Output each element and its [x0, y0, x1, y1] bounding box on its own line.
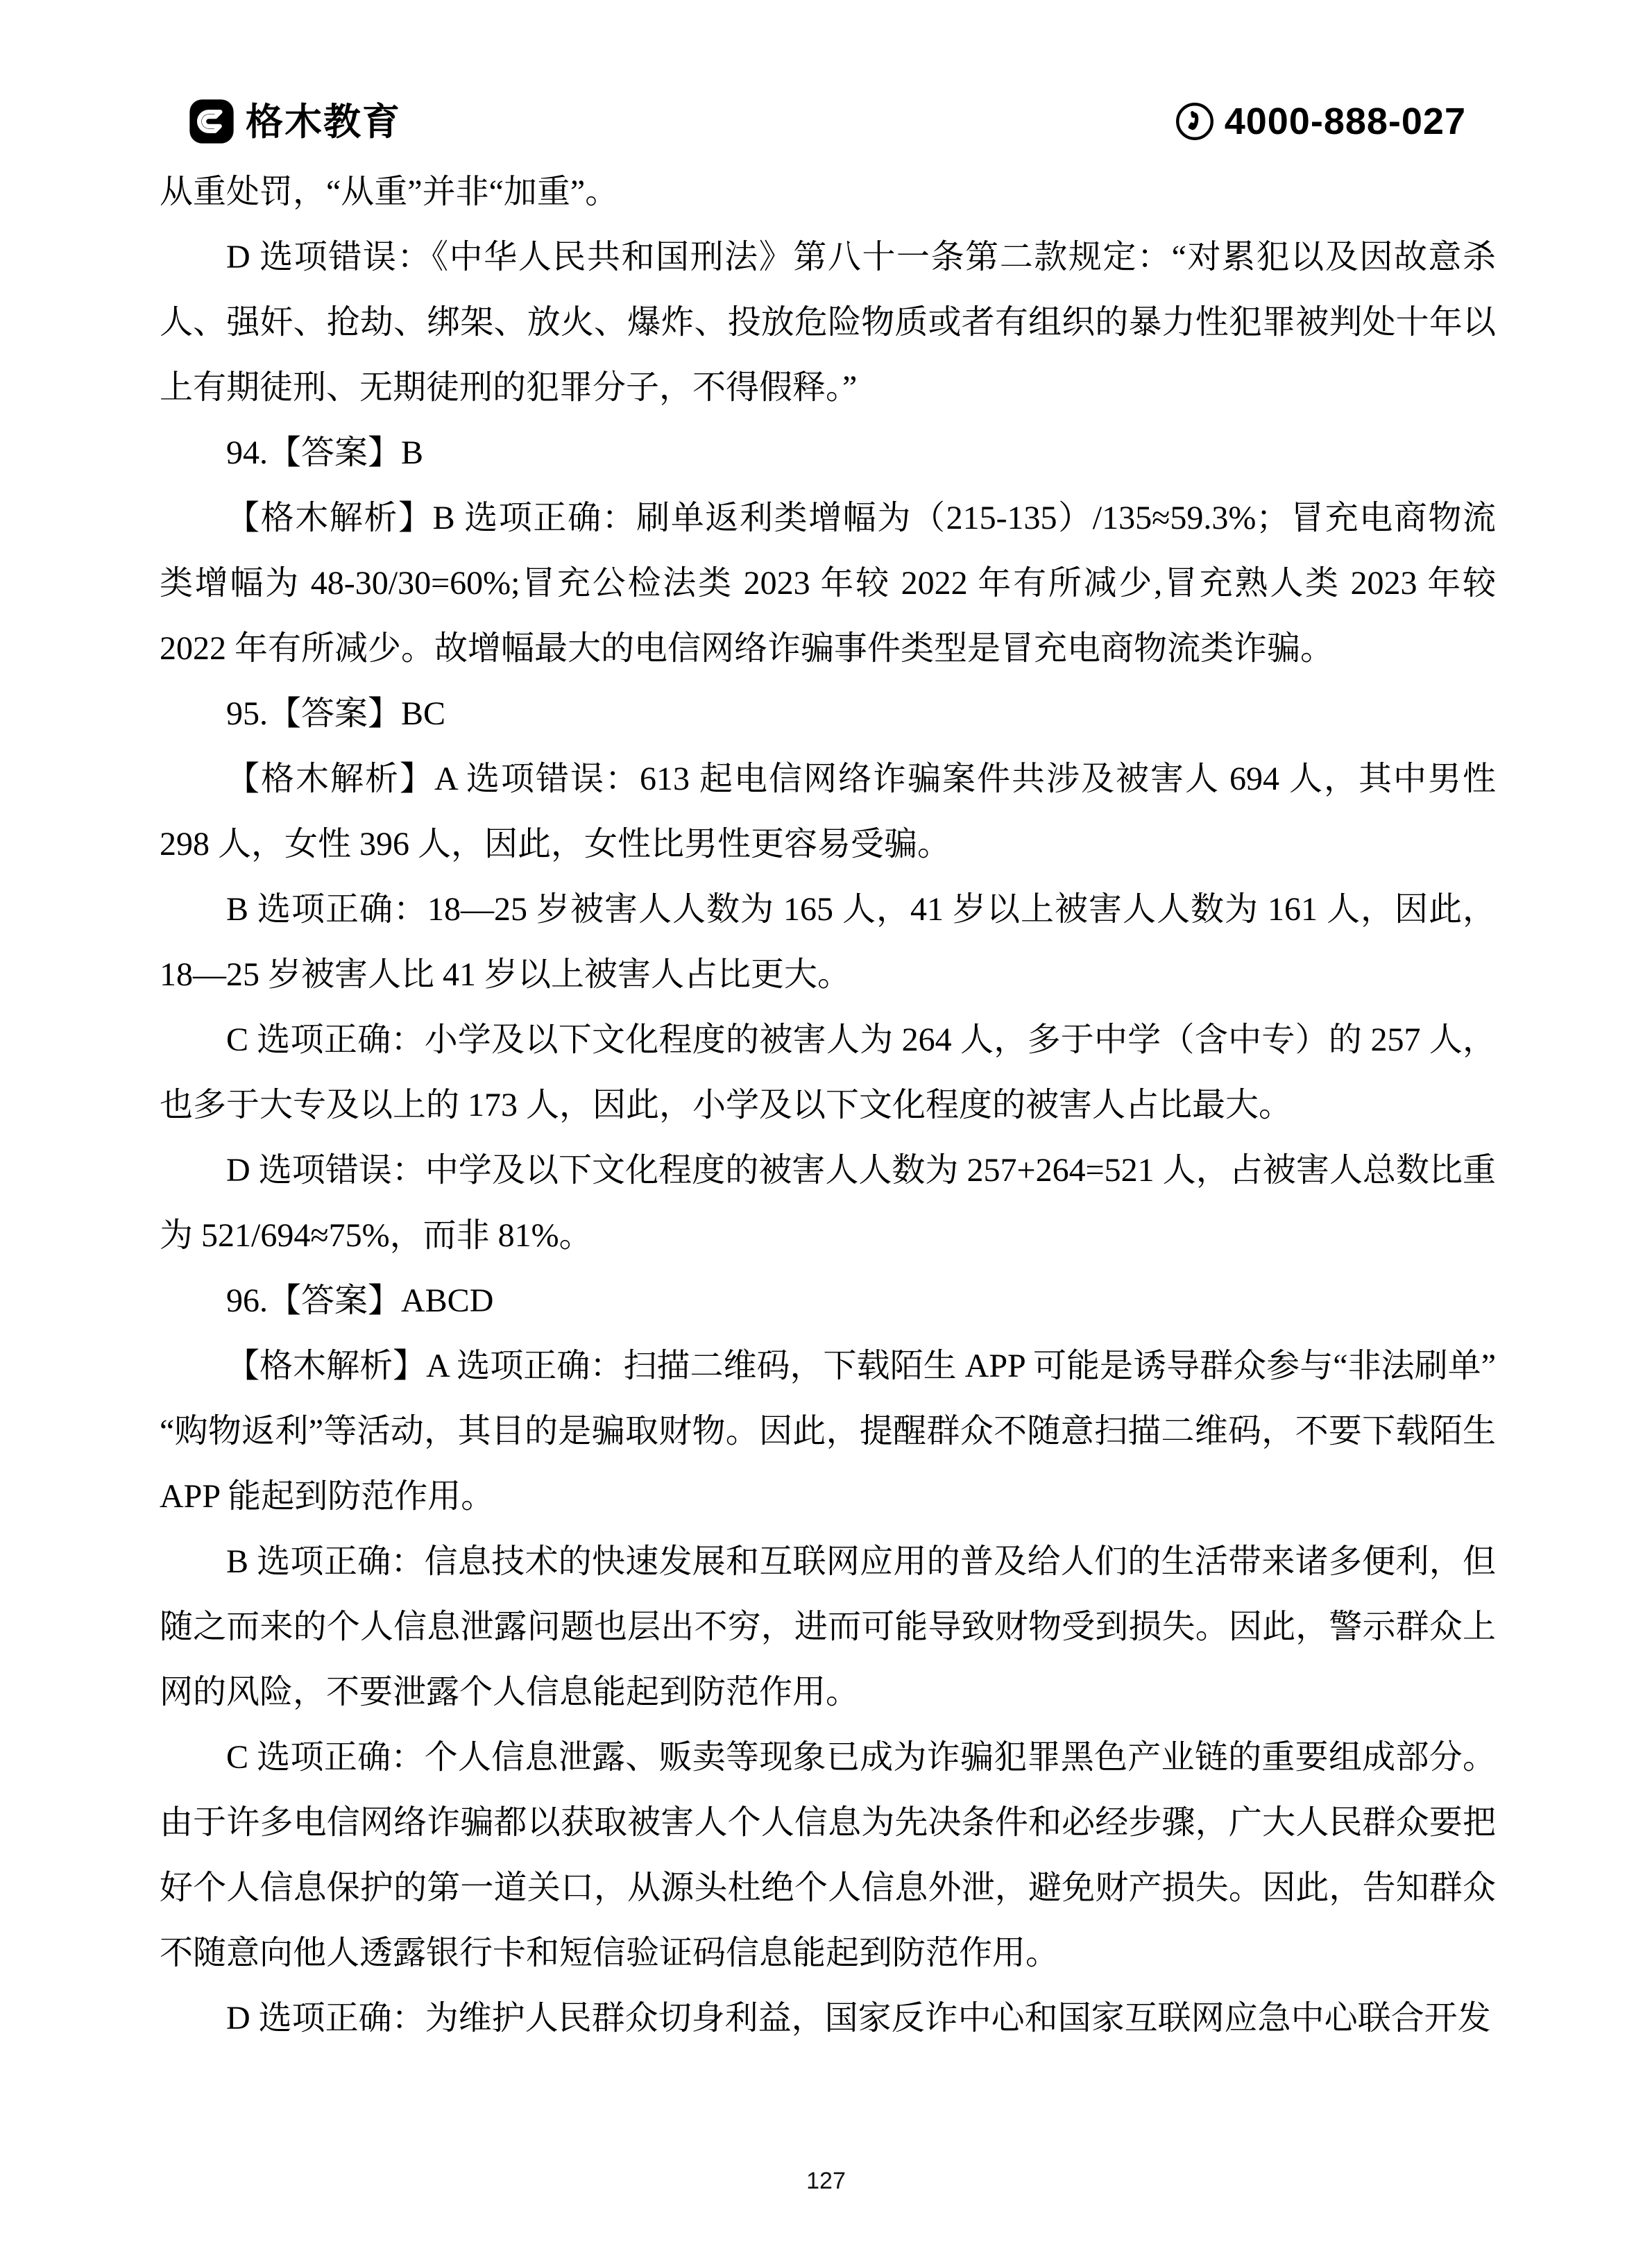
body-paragraph: 【格木解析】A 选项正确：扫描二维码，下载陌生 APP 可能是诱导群众参与“非法刷单”“购物返利”等活动，其目的是骗取财物。因此，提醒群众不随意扫描二维码，不要下载陌生 APP 能起到防范作用。	[160, 1348, 1496, 1515]
body-paragraph: 【格木解析】A 选项错误：613 起电信网络诈骗案件共涉及被害人 694 人，其中男性 298 人，女性 396 人，因此，女性比男性更容易受骗。	[160, 761, 1496, 863]
phone-in-circle-icon	[1175, 101, 1215, 142]
body-paragraph: D 选项正确：为维护人民群众切身利益，国家反诈中心和国家互联网应急中心联合开发	[226, 2000, 1491, 2037]
phone-number: 4000-888-027	[1224, 101, 1466, 142]
body-paragraph: D 选项错误：中学及以下文化程度的被害人人数为 257+264=521 人，占被害人总数比重为 521/694≈75%，而非 81%。	[160, 1152, 1496, 1254]
answer-line: 96.【答案】ABCD	[226, 1282, 494, 1319]
body-paragraph: C 选项正确：个人信息泄露、贩卖等现象已成为诈骗犯罪黑色产业链的重要组成部分。由于许多电信网络诈骗都以获取被害人个人信息为先决条件和必经步骤，广大人民群众要把好个人信息保护的第一道关口，从源头杜绝个人信息外泄，避免财产损失。因此，告知群众不随意向他人透露银行卡和短信验证码信息能起到防范作用。	[160, 1739, 1496, 1971]
page-header	[189, 97, 1466, 146]
document-body	[160, 160, 1496, 2051]
contact-phone	[1175, 101, 1466, 142]
body-paragraph: C 选项正确：小学及以下文化程度的被害人为 264 人，多于中学（含中专）的 257 人，也多于大专及以上的 173 人，因此，小学及以下文化程度的被害人占比最大。	[160, 1021, 1496, 1123]
brand-name: 格木教育	[246, 101, 401, 143]
page-footer	[0, 2169, 1652, 2193]
body-paragraph: 【格木解析】B 选项正确：刷单返利类增幅为（215-135）/135≈59.3%；冒充电商物流类增幅为 48-30/30=60%;冒充公检法类 2023 年较 2022 年有所减少,冒充熟人类 2023 年较 2022 年有所减少。故增幅最大的电信网络诈骗事件类型是冒充电商物流类诈骗。	[160, 500, 1496, 667]
answer-line: 94.【答案】B	[226, 434, 424, 471]
body-paragraph: B 选项正确：18—25 岁被害人人数为 165 人，41 岁以上被害人人数为 161 人，因此，18—25 岁被害人比 41 岁以上被害人占比更大。	[160, 891, 1496, 993]
body-paragraph: D 选项错误：《中华人民共和国刑法》第八十一条第二款规定：“对累犯以及因故意杀人、强奸、抢劫、绑架、放火、爆炸、投放危险物质或者有组织的暴力性犯罪被判处十年以上有期徒刑、无期徒刑的犯罪分子，不得假释。”	[160, 239, 1496, 406]
body-paragraph: B 选项正确：信息技术的快速发展和互联网应用的普及给人们的生活带来诸多便利，但随之而来的个人信息泄露问题也层出不穷，进而可能导致财物受到损失。因此，警示群众上网的风险，不要泄露个人信息能起到防范作用。	[160, 1543, 1496, 1710]
gemu-logo-icon	[189, 99, 235, 144]
page-number: 127	[806, 2168, 846, 2194]
brand	[189, 99, 401, 144]
answer-line: 95.【答案】BC	[226, 695, 446, 732]
body-paragraph: 从重处罚，“从重”并非“加重”。	[160, 173, 619, 210]
